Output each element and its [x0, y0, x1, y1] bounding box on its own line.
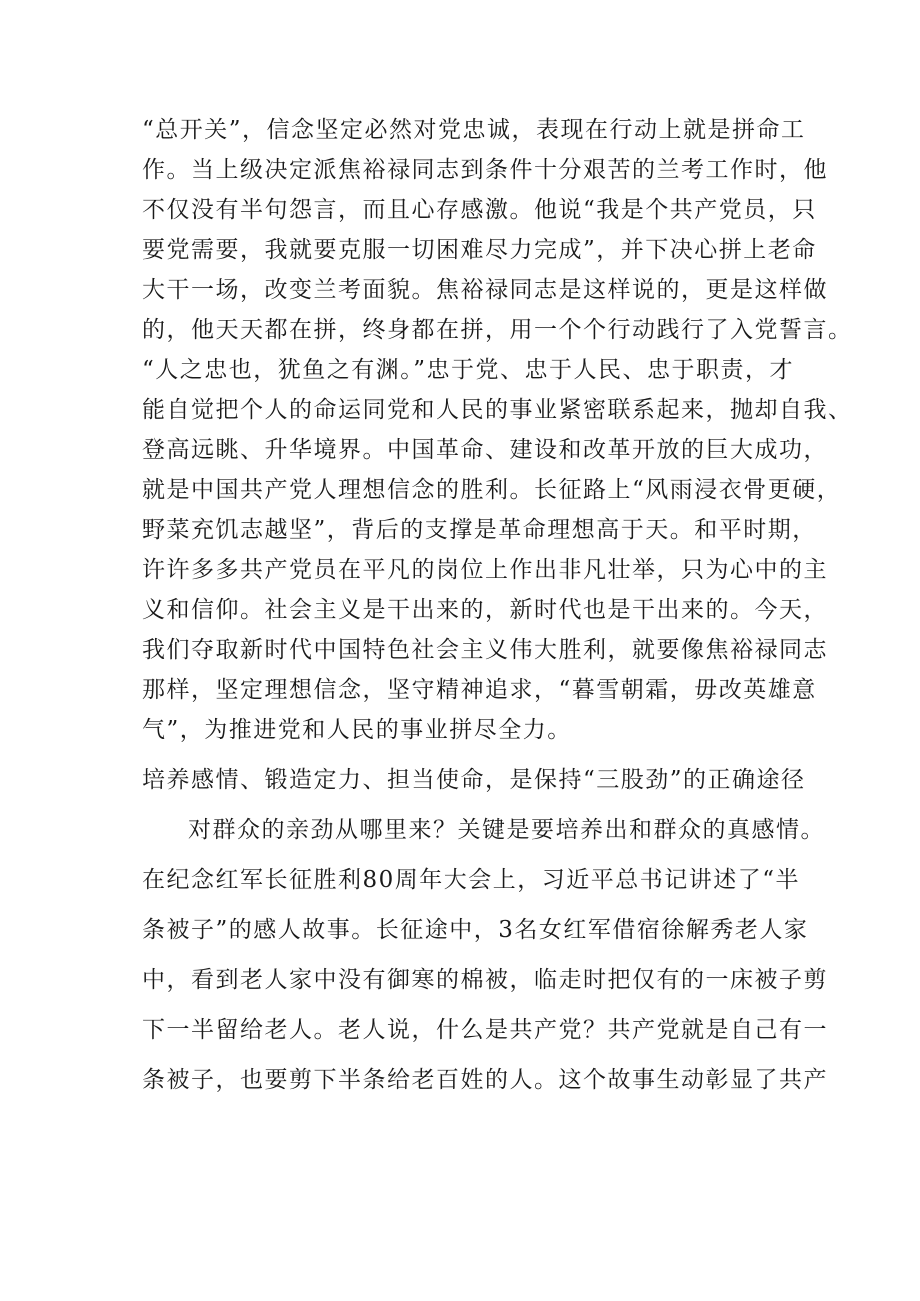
text-line: 不仅没有半句怨言，而且心存感激。他说“我是个共产党员，只 [142, 197, 817, 223]
text-line: 我们夺取新时代中国特色社会主义伟大胜利，就要像焦裕禄同志 [142, 637, 828, 663]
text-line: 就是中国共产党人理想信念的胜利。长征路上“风雨浸衣骨更硬， [142, 477, 842, 503]
text-line: 的，他天天都在拼，终身都在拼，用一个个行动践行了入党誓言。 [142, 317, 853, 343]
text-line: 中，看到老人家中没有御寒的棉被，临走时把仅有的一床被子剪 [142, 967, 828, 993]
text-line: 作。当上级决定派焦裕禄同志到条件十分艰苦的兰考工作时，他 [142, 157, 828, 183]
text-line: “总开关”，信念坚定必然对党忠诚，表现在行动上就是拼命工 [142, 117, 806, 143]
text-line: 条被子，也要剪下半条给老百姓的人。这个故事生动彰显了共产 [142, 1067, 828, 1093]
text-line: 下一半留给老人。老人说，什么是共产党？共产党就是自己有一 [142, 1017, 828, 1043]
text-line: 野菜充饥志越坚”，背后的支撑是革命理想高于天。和平时期， [142, 517, 817, 543]
text-line: 义和信仰。社会主义是干出来的，新时代也是干出来的。今天， [142, 597, 828, 623]
text-line: 条被子”的感人故事。长征途中，3名女红军借宿徐解秀老人家 [142, 917, 809, 943]
text-line: 气”，为推进党和人民的事业拼尽全力。 [142, 717, 572, 743]
section-heading: 培养感情、锻造定力、担当使命，是保持“三股劲”的正确途径 [142, 767, 806, 793]
text-line: 能自觉把个人的命运同党和人民的事业紧密联系起来，抛却自我、 [142, 397, 853, 423]
text-line: “人之忠也，犹鱼之有渊。”忠于党、忠于人民、忠于职责，才 [142, 357, 795, 383]
text-line: 在纪念红军长征胜利80周年大会上，习近平总书记讲述了“半 [142, 867, 801, 893]
text-line: 许许多多共产党员在平凡的岗位上作出非凡壮举，只为心中的主 [142, 557, 828, 583]
text-line: 那样，坚定理想信念，坚守精神追求，“暮雪朝霜，毋改英雄意 [142, 677, 817, 703]
text-line: 对群众的亲劲从哪里来？关键是要培养出和群众的真感情。 [188, 817, 825, 843]
text-line: 登高远眺、升华境界。中国革命、建设和改革开放的巨大成功， [142, 437, 828, 463]
text-line: 要党需要，我就要克服一切困难尽力完成”，并下决心拼上老命 [142, 237, 817, 263]
text-line: 大干一场，改变兰考面貌。焦裕禄同志是这样说的，更是这样做 [142, 277, 828, 303]
